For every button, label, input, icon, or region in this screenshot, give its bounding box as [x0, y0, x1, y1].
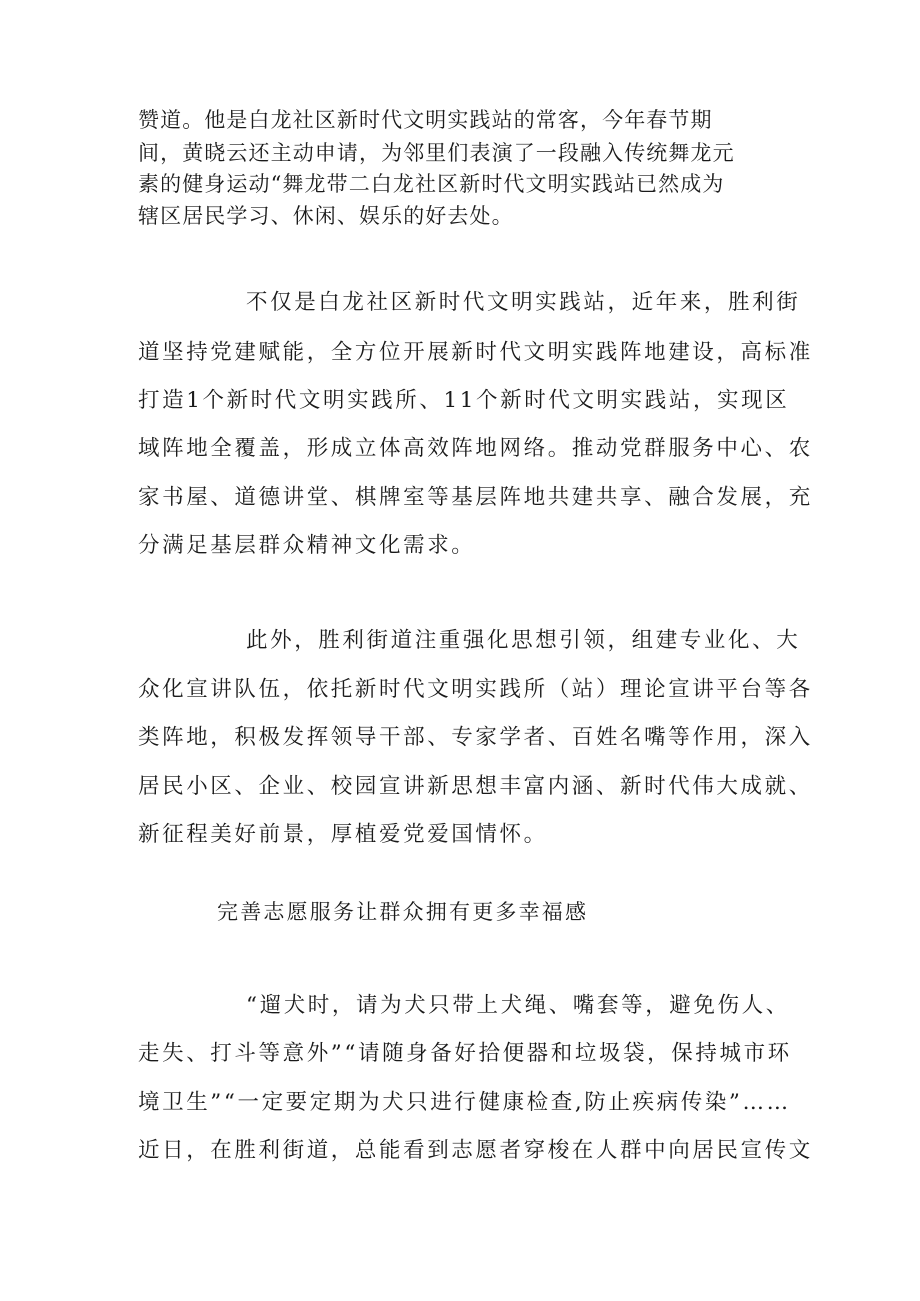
text-line: 境卫生”“一定要定期为犬只进行健康检查,防止疾病传染”…… [138, 1090, 791, 1115]
section-heading-text: 完善志愿服务让群众拥有更多幸福感 [217, 900, 589, 924]
text-line: 素的健身运动“舞龙带二白龙社区新时代文明实践站已然成为 [138, 172, 725, 196]
text-line: “遛犬时，请为犬只带上犬绳、嘴套等，避免伤人、 [246, 993, 790, 1018]
text-line: 类阵地，积极发挥领导干部、专家学者、百姓名嘴等作用，深入 [138, 725, 813, 750]
text-line: 赞道。他是白龙社区新时代文明实践站的常客，今年春节期 [138, 108, 713, 132]
text-line: 新征程美好前景，厚植爱党爱国情怀。 [138, 822, 548, 847]
text-line: 打造1个新时代文明实践所、11个新时代文明实践站，实现区 [138, 388, 790, 413]
text-line: 家书屋、道德讲堂、棋牌室等基层阵地共建共享、融合发展，充 [138, 485, 813, 510]
text-line: 居民小区、企业、校园宣讲新思想丰富内涵、新时代伟大成就、 [138, 774, 813, 799]
text-line: 不仅是白龙社区新时代文明实践站，近年来，胜利街 [246, 290, 801, 315]
text-line: 辖区居民学习、休闲、娱乐的好去处。 [138, 204, 514, 228]
text-line: 道坚持党建赋能，全方位开展新时代文明实践阵地建设，高标准 [138, 340, 813, 365]
text-line: 间，黄晓云还主动申请，为邻里们表演了一段融入传统舞龙元 [138, 141, 735, 165]
text-line: 众化宣讲队伍，依托新时代文明实践所（站）理论宣讲平台等各 [138, 677, 813, 702]
text-line: 此外，胜利街道注重强化思想引领，组建专业化、大 [246, 628, 801, 653]
text-line: 近日，在胜利街道，总能看到志愿者穿梭在人群中向居民宣传文 [138, 1138, 813, 1163]
text-line: 走失、打斗等意外”“请随身备好拾便器和垃圾袋，保持城市环 [138, 1041, 792, 1066]
text-line: 分满足基层群众精神文化需求。 [138, 533, 476, 558]
text-line: 域阵地全覆盖，形成立体高效阵地网络。推动党群服务中心、农 [138, 436, 813, 461]
